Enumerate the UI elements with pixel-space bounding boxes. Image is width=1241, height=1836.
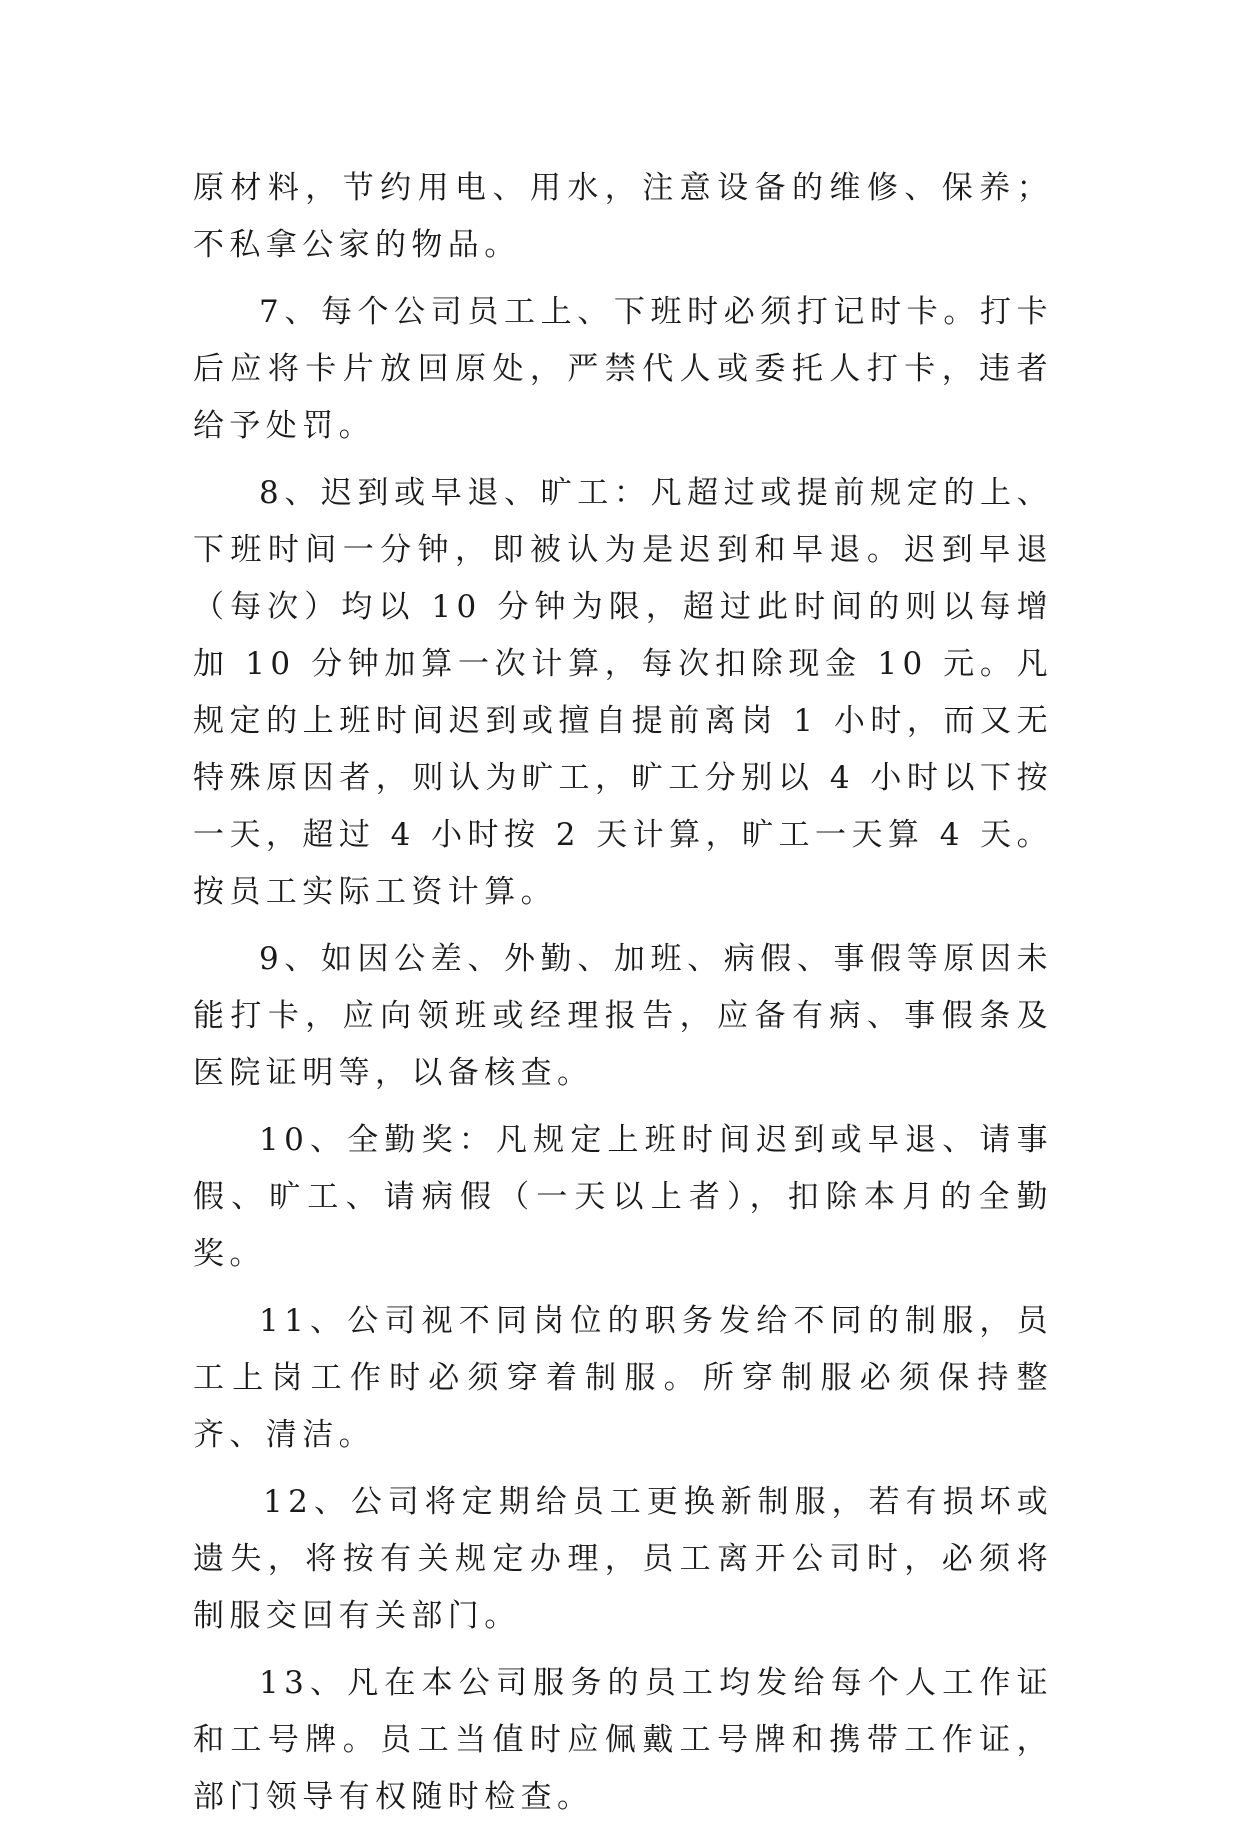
document-body [193, 160, 1053, 1836]
paragraph-10: 10、全勤奖：凡规定上班时间迟到或早退、请事假、旷工、请病假（一天以上者），扣除本月的全勤奖。 [193, 1122, 1053, 1272]
paragraph-8: 8、迟到或早退、旷工：凡超过或提前规定的上、下班时间一分钟，即被认为是迟到和早退。迟到早退（每次）均以 10 分钟为限，超过此时间的则以每增加 10 分钟加算一次计算，每次扣除现金 10 元。凡规定的上班时间迟到或擅自提前离岗 1 小时，而又无特殊原因者，则认为旷工，旷工分别以 4 小时以下按一天，超过 4 小时按 2 天计算，旷工一天算 4 天。按员工实际工资计算。 [193, 475, 1053, 910]
paragraph-9: 9、如因公差、外勤、加班、病假、事假等原因未能打卡，应向领班或经理报告，应备有病、事假条及医院证明等，以备核查。 [193, 941, 1053, 1091]
paragraph-6-continued: 原材料，节约用电、用水，注意设备的维修、保养；不私拿公家的物品。 [193, 170, 1053, 263]
paragraph-11: 11、公司视不同岗位的职务发给不同的制服，员工上岗工作时必须穿着制服。所穿制服必须保持整齐、清洁。 [193, 1303, 1053, 1453]
paragraph-13: 13、凡在本公司服务的员工均发给每个人工作证和工号牌。员工当值时应佩戴工号牌和携带工作证，部门领导有权随时检查。 [193, 1665, 1053, 1815]
paragraph-12: 12、公司将定期给员工更换新制服，若有损坏或遗失，将按有关规定办理，员工离开公司时，必须将制服交回有关部门。 [193, 1484, 1053, 1634]
paragraph-7: 7、每个公司员工上、下班时必须打记时卡。打卡后应将卡片放回原处，严禁代人或委托人打卡，违者给予处罚。 [193, 294, 1053, 444]
